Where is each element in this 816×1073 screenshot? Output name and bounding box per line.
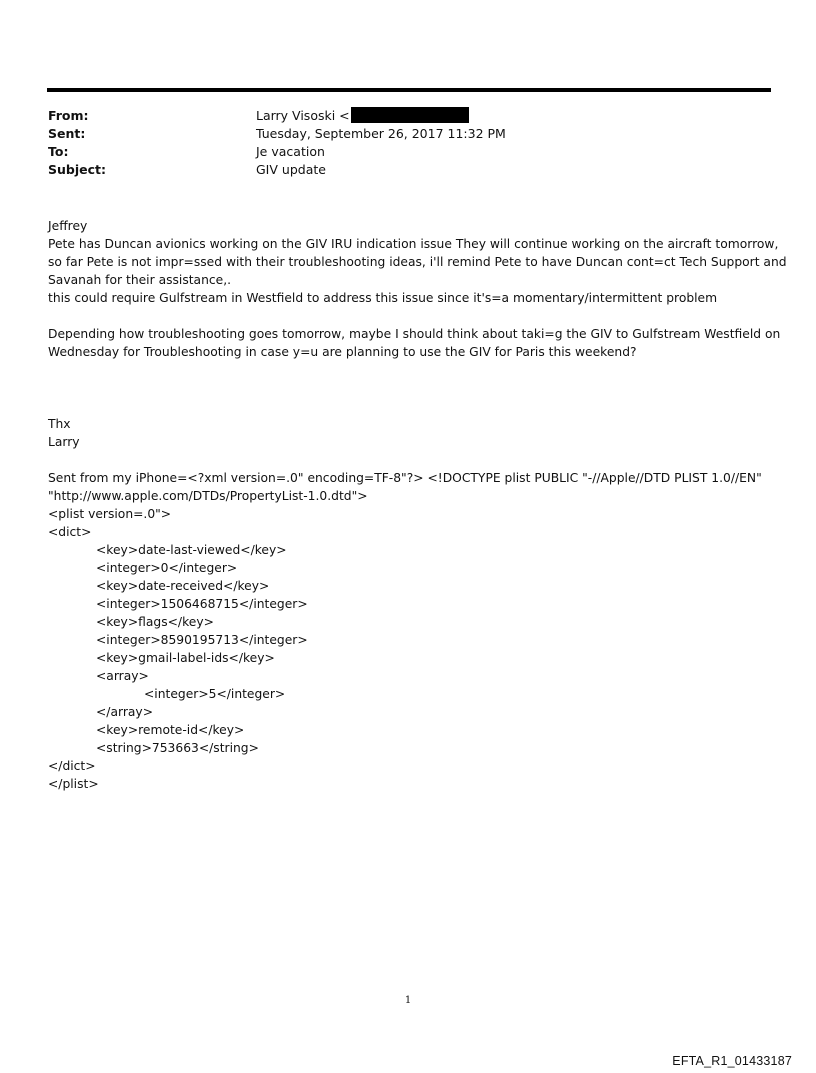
plist-line: Sent from my iPhone=<?xml version=.0" encoding=TF-8"?> <!DOCTYPE plist PUBLIC "-//Apple//DTD PLIST 1.0//EN" bbox=[48, 471, 762, 485]
body-line: Depending how troubleshooting goes tomorrow, maybe I should think about taki=g the GIV to Gulfstream Westfield on bbox=[48, 327, 781, 341]
signoff: Thx bbox=[48, 417, 71, 431]
dict-line: <key>flags</key> bbox=[96, 615, 214, 629]
array-item-line: <integer>5</integer> bbox=[144, 687, 286, 701]
body-line: Wednesday for Troubleshooting in case y=u are planning to use the GIV for Paris this weekend? bbox=[48, 345, 637, 359]
plist-line: <dict> bbox=[48, 525, 92, 539]
from-name: Larry Visoski < bbox=[256, 108, 350, 123]
dict-line: <key>gmail-label-ids</key> bbox=[96, 651, 275, 665]
dict-line: <string>753663</string> bbox=[96, 741, 259, 755]
body-line: so far Pete is not impr=ssed with their troubleshooting ideas, i'll remind Pete to have Duncan cont=ct Tech Support and bbox=[48, 255, 787, 269]
to-label: To: bbox=[48, 144, 69, 159]
signature: Larry bbox=[48, 435, 80, 449]
dict-line: <key>date-received</key> bbox=[96, 579, 270, 593]
plist-line: </plist> bbox=[48, 777, 99, 791]
dict-line: <integer>1506468715</integer> bbox=[96, 597, 308, 611]
subject-label: Subject: bbox=[48, 162, 106, 177]
document-id: EFTA_R1_01433187 bbox=[672, 1054, 792, 1068]
subject-row bbox=[48, 161, 768, 179]
email-body bbox=[48, 217, 787, 793]
top-divider bbox=[47, 88, 771, 92]
subject-value: GIV update bbox=[256, 162, 326, 177]
dict-line: </array> bbox=[96, 705, 153, 719]
dict-line: <key>date-last-viewed</key> bbox=[96, 543, 287, 557]
salutation: Jeffrey bbox=[48, 219, 88, 233]
email-header bbox=[48, 107, 768, 179]
body-line: Pete has Duncan avionics working on the GIV IRU indication issue They will continue working on the aircraft tomorrow, bbox=[48, 237, 779, 251]
plist-line: "http://www.apple.com/DTDs/PropertyList-1.0.dtd"> bbox=[48, 489, 368, 503]
to-value: Je vacation bbox=[256, 144, 325, 159]
redaction-box bbox=[351, 107, 469, 123]
page-number: 1 bbox=[404, 995, 412, 1006]
to-row bbox=[48, 143, 768, 161]
dict-line: <integer>0</integer> bbox=[96, 561, 238, 575]
sent-label: Sent: bbox=[48, 126, 86, 141]
body-line: this could require Gulfstream in Westfield to address this issue since it's=a momentary/intermittent problem bbox=[48, 291, 718, 305]
plist-line: </dict> bbox=[48, 759, 96, 773]
plist-line: <plist version=.0"> bbox=[48, 507, 172, 521]
body-line: Savanah for their assistance,. bbox=[48, 273, 232, 287]
sent-value: Tuesday, September 26, 2017 11:32 PM bbox=[256, 126, 506, 141]
from-row bbox=[48, 107, 768, 125]
from-value bbox=[256, 107, 768, 125]
from-label: From: bbox=[48, 108, 89, 123]
dict-line: <integer>8590195713</integer> bbox=[96, 633, 308, 647]
dict-line: <key>remote-id</key> bbox=[96, 723, 245, 737]
dict-line: <array> bbox=[96, 669, 149, 683]
sent-row bbox=[48, 125, 768, 143]
